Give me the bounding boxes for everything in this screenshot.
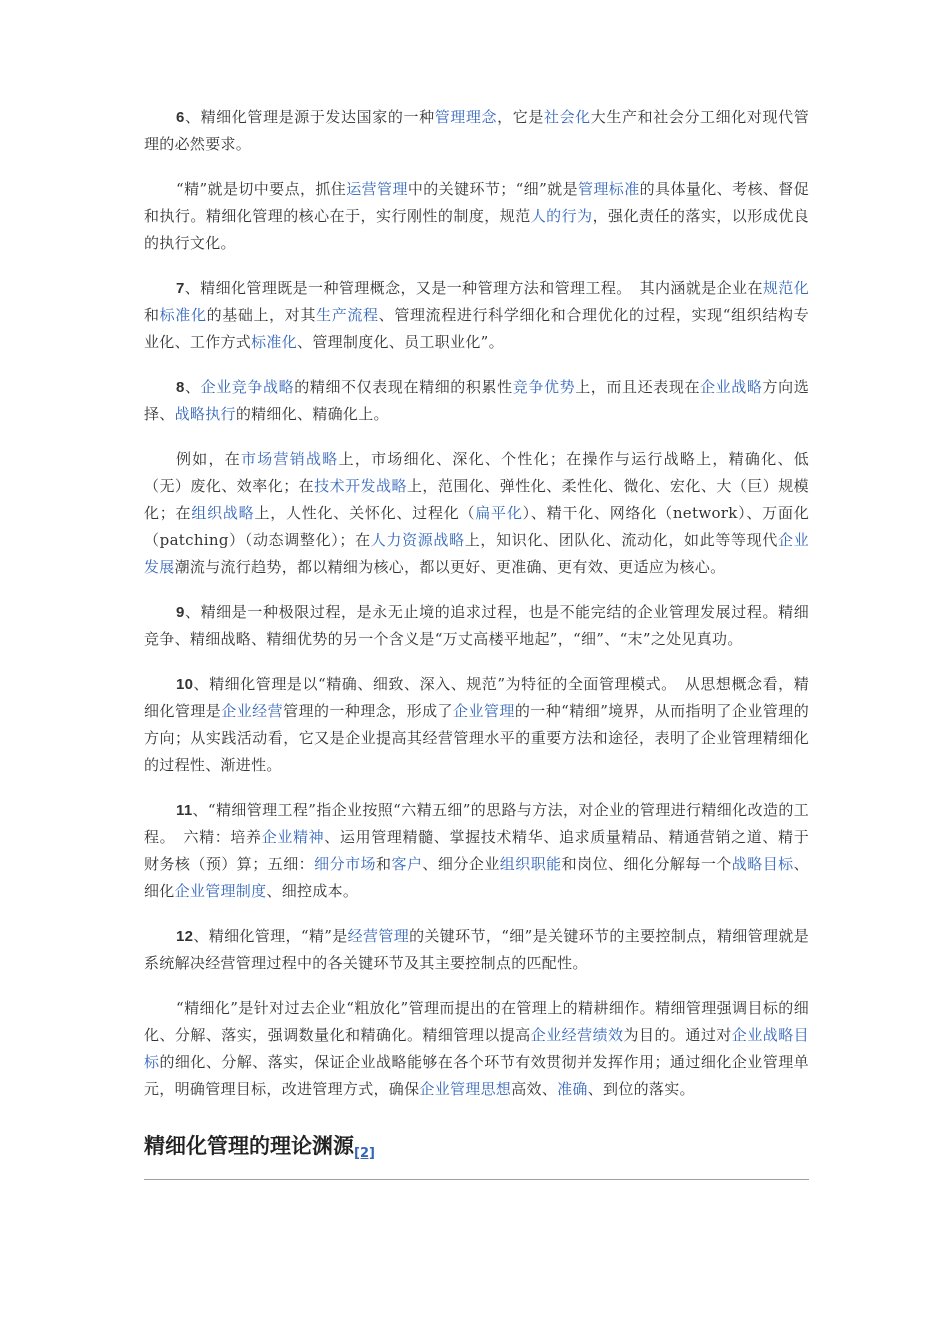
inline-link[interactable]: 企业管理制度 bbox=[174, 882, 267, 900]
inline-link[interactable]: 社会化 bbox=[543, 108, 591, 126]
paragraph-text: 管理的一种理念，形成了 bbox=[283, 702, 454, 720]
paragraph-text: 大生产和社会分工细化对现代管理的必然要求。 bbox=[144, 108, 810, 153]
paragraph-text: 高效、 bbox=[511, 1080, 558, 1098]
paragraph-text: 、到位的落实。 bbox=[587, 1080, 695, 1098]
paragraph-text: 、细分企业 bbox=[422, 855, 500, 873]
inline-link[interactable]: 组织战略 bbox=[191, 504, 255, 522]
paragraph-text: ，它是 bbox=[497, 108, 544, 126]
paragraph bbox=[144, 374, 809, 428]
inline-link[interactable]: 企业经营 bbox=[221, 702, 284, 720]
paragraph-text: 的一种“精细”境界，从而指明了企业管理的方向；从实践活动看，它又是企业提高其经营管理水平的重要方法和途径，表明了企业管理精细化的过程性、渐进性。 bbox=[144, 702, 810, 774]
inline-link[interactable]: 细分市场 bbox=[314, 855, 377, 873]
inline-link[interactable]: 准确 bbox=[557, 1080, 588, 1098]
inline-link[interactable]: 企业战略 bbox=[700, 378, 763, 396]
paragraph-text: 、精细化管理是源于发达国家的一种 bbox=[184, 108, 435, 126]
paragraph-text: 和 bbox=[376, 855, 392, 873]
paragraph bbox=[144, 671, 809, 779]
paragraph-text: ）、精干化、网络化（network）、万面化（patching）（动态调整化）；在 bbox=[144, 504, 810, 549]
paragraph-text: 为目的。通过对 bbox=[623, 1026, 732, 1044]
item-number: 6 bbox=[176, 109, 185, 126]
paragraph-text: 、细化 bbox=[144, 855, 809, 900]
inline-link[interactable]: 扁平化 bbox=[475, 504, 523, 522]
paragraph-text: 上，范围化、弹性化、柔性化、微化、宏化、大（巨）规模化；在 bbox=[144, 477, 809, 522]
paragraph bbox=[144, 104, 809, 158]
paragraph bbox=[144, 995, 809, 1103]
item-number: 9 bbox=[176, 604, 185, 621]
article-body bbox=[144, 104, 809, 1180]
section-heading-title: 精细化管理的理论渊源 bbox=[144, 1134, 354, 1158]
inline-link[interactable]: 战略目标 bbox=[731, 855, 794, 873]
paragraph-text: 的细化、分解、落实，保证企业战略能够在各个环节有效贯彻并发挥作用；通过细化企业管理单元，明确管理目标，改进管理方式，确保 bbox=[144, 1053, 809, 1098]
paragraph-text: 中的关键环节；“细”就是 bbox=[407, 180, 578, 198]
item-number: 7 bbox=[176, 280, 185, 297]
paragraph-text: 、精细是一种极限过程，是永无止境的追求过程，也是不能完结的企业管理发展过程。精细竞争、精细战略、精细优势的另一个含义是“万丈高楼平地起”，“细”、“末”之处见真功。 bbox=[144, 603, 809, 648]
paragraph-text: 、管理流程进行科学细化和合理优化的过程，实现“组织结构专业化、工作方式 bbox=[144, 306, 809, 351]
inline-link[interactable]: 企业管理 bbox=[453, 702, 515, 720]
paragraph-text: 的具体量化、考核、督促和执行。精细化管理的核心在于，实行刚性的制度，规范 bbox=[144, 180, 809, 225]
inline-link[interactable]: 市场营销战略 bbox=[241, 450, 339, 468]
inline-link[interactable]: 规范化 bbox=[762, 279, 809, 297]
paragraph-text: 和 bbox=[144, 306, 160, 324]
paragraph-text: 潮流与流行趋势，都以精细为核心，都以更好、更准确、更有效、更适应为核心。 bbox=[174, 558, 726, 576]
paragraph-text: 上，市场细化、深化、个性化；在操作与运行战略上，精确化、低（无）废化、效率化；在 bbox=[144, 450, 809, 495]
citation-link[interactable]: [2] bbox=[354, 1146, 375, 1161]
inline-link[interactable]: 企业管理思想 bbox=[419, 1080, 512, 1098]
paragraph-text: 的精细化、精确化上。 bbox=[235, 405, 389, 423]
paragraph-text: 的关键环节，“细”是关键环节的主要控制点，精细管理就是系统解决经营管理过程中的各关键环节及其主要控制点的匹配性。 bbox=[144, 927, 809, 972]
inline-link[interactable]: 管理标准 bbox=[577, 180, 640, 198]
inline-link[interactable]: 客户 bbox=[391, 855, 423, 873]
inline-link[interactable]: 企业经营绩效 bbox=[530, 1026, 624, 1044]
paragraph bbox=[144, 446, 809, 581]
paragraph bbox=[144, 275, 809, 356]
paragraph-text: 的基础上，对其 bbox=[206, 306, 317, 324]
inline-link[interactable]: 人的行为 bbox=[530, 207, 593, 225]
inline-link[interactable]: 竞争优势 bbox=[512, 378, 576, 396]
paragraph-text: 方向选择、 bbox=[144, 378, 810, 423]
inline-link[interactable]: 战略执行 bbox=[174, 405, 236, 423]
inline-link[interactable]: 管理理念 bbox=[434, 108, 498, 126]
item-number: 11 bbox=[176, 802, 193, 819]
inline-link[interactable]: 企业发展 bbox=[144, 531, 809, 576]
paragraph bbox=[144, 176, 809, 257]
paragraph-text: 和岗位、细化分解每一个 bbox=[561, 855, 732, 873]
inline-link[interactable]: 企业战略目标 bbox=[144, 1026, 809, 1071]
inline-link[interactable]: 技术开发战略 bbox=[314, 477, 407, 495]
inline-link[interactable]: 标准化 bbox=[251, 333, 298, 351]
paragraph-text: 的精细不仅表现在精细的积累性 bbox=[294, 378, 513, 396]
inline-link[interactable]: 人力资源战略 bbox=[370, 531, 465, 549]
inline-link[interactable]: 经营管理 bbox=[347, 927, 410, 945]
paragraph bbox=[144, 797, 809, 905]
paragraph bbox=[144, 923, 809, 977]
inline-link[interactable]: 企业竞争战略 bbox=[200, 378, 295, 396]
paragraph-text: “精”就是切中要点，抓住 bbox=[176, 180, 347, 198]
paragraph-text: 、精细化管理是以“精确、细致、深入、规范”为特征的全面管理模式。 从思想概念看，精细化管理是 bbox=[144, 675, 809, 720]
paragraph-text: 上，知识化、团队化、流动化，如此等等现代 bbox=[464, 531, 779, 549]
paragraph-text: “精细化”是针对过去企业“粗放化”管理而提出的在管理上的精耕细作。精细管理强调目标的细化、分解、落实，强调数量化和精确化。精细管理以提高 bbox=[144, 999, 809, 1044]
paragraph-list bbox=[144, 104, 809, 1103]
inline-link[interactable]: 生产流程 bbox=[316, 306, 379, 324]
inline-link[interactable]: 运营管理 bbox=[346, 180, 408, 198]
paragraph-text: 、“精细管理工程”指企业按照“六精五细”的思路与方法，对企业的管理进行精细化改造的工程。 六精：培养 bbox=[144, 801, 809, 846]
inline-link[interactable]: 企业精神 bbox=[261, 828, 325, 846]
item-number: 10 bbox=[176, 676, 194, 693]
paragraph-text: 上，人性化、关怀化、过程化（ bbox=[254, 504, 476, 522]
paragraph-text: 、细控成本。 bbox=[266, 882, 359, 900]
inline-link[interactable]: 组织职能 bbox=[499, 855, 562, 873]
paragraph-text: 、精细化管理既是一种管理概念，又是一种管理方法和管理工程。 其内涵就是企业在 bbox=[184, 279, 763, 297]
item-number: 12 bbox=[176, 928, 194, 945]
item-number: 8 bbox=[176, 379, 185, 396]
paragraph-text: ，强化责任的落实，以形成优良的执行文化。 bbox=[144, 207, 809, 252]
paragraph-text: 、精细化管理，“精”是 bbox=[193, 927, 348, 945]
paragraph-text: 例如，在 bbox=[176, 450, 242, 468]
inline-link[interactable]: 标准化 bbox=[159, 306, 207, 324]
paragraph-text: 上，而且还表现在 bbox=[575, 378, 701, 396]
paragraph-text: 、管理制度化、员工职业化”。 bbox=[297, 333, 504, 351]
paragraph-text: 、 bbox=[184, 378, 201, 396]
section-heading bbox=[144, 1131, 809, 1180]
paragraph-text: 、运用管理精髓、掌握技术精华、追求质量精品、精通营销之道、精于财务核（预）算；五细： bbox=[144, 828, 809, 873]
paragraph bbox=[144, 599, 809, 653]
